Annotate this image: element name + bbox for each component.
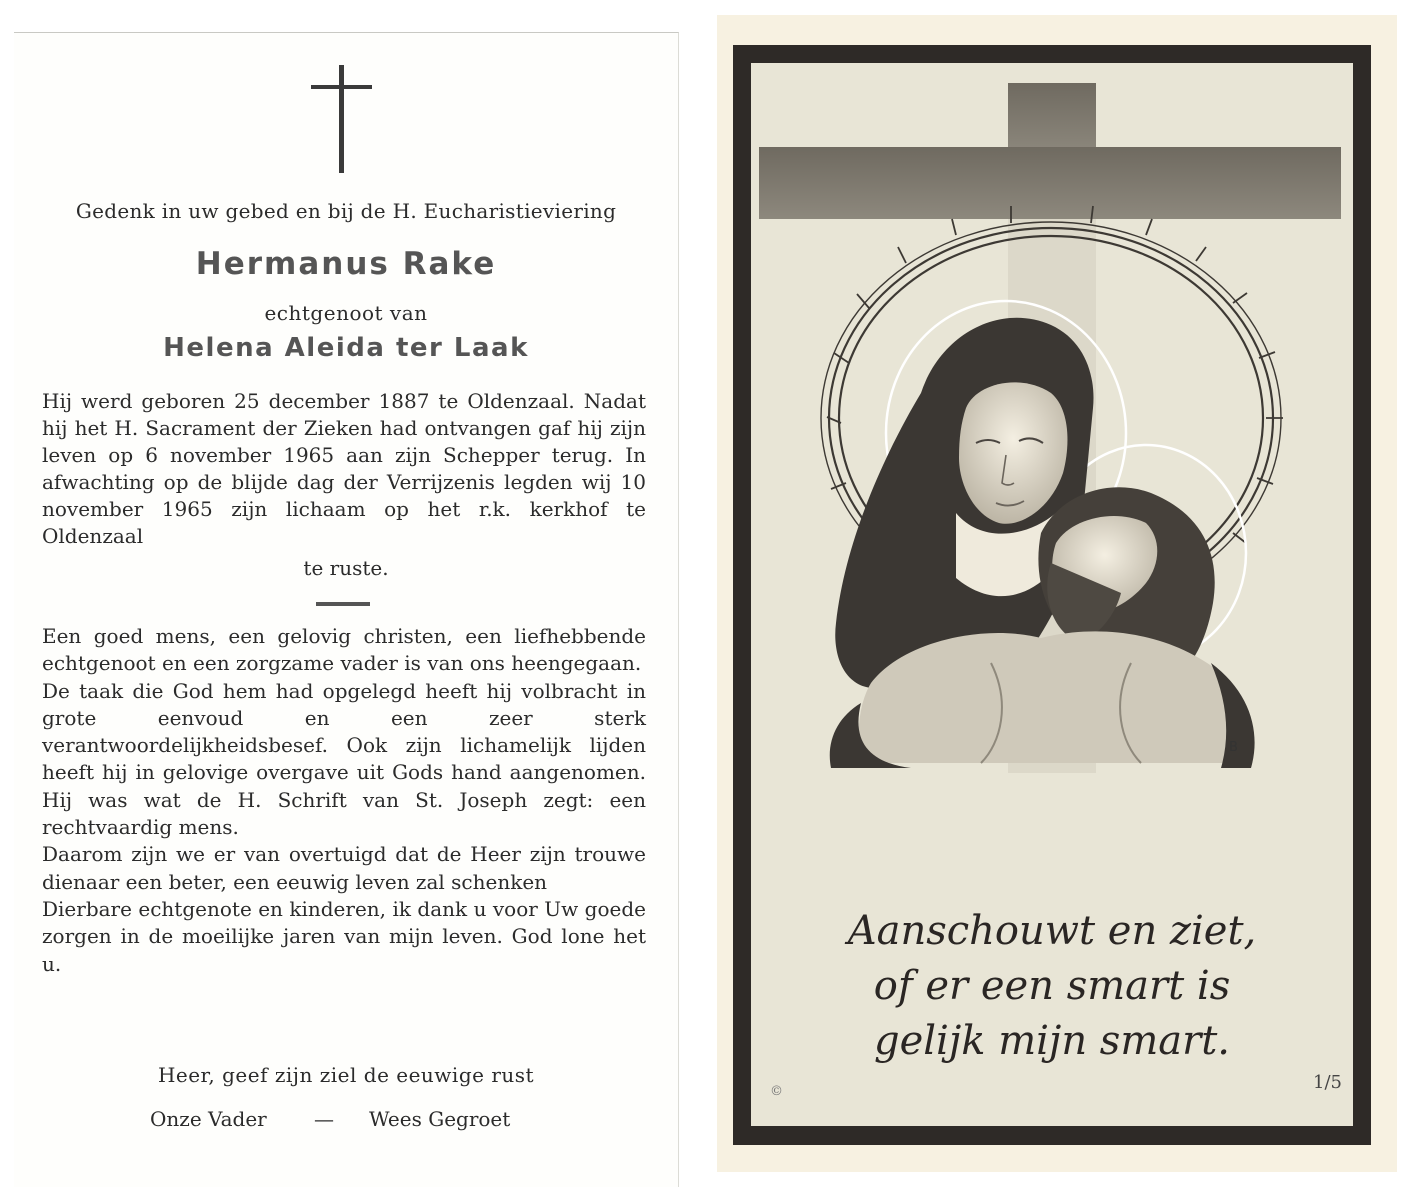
artist-mark: B <box>1229 740 1238 755</box>
caption-line: gelijk mijn smart. <box>873 1018 1231 1064</box>
cross-icon-bar <box>311 85 372 89</box>
caption-line: of er een smart is <box>873 963 1231 1009</box>
prayers-row <box>14 1107 678 1137</box>
prayer-separator: — <box>314 1107 334 1131</box>
caption-line: Aanschouwt en ziet, <box>847 908 1257 954</box>
closing-prayer: Heer, geef zijn ziel de eeuwige rust <box>157 1063 535 1087</box>
biography-last-line: te ruste. <box>303 556 389 580</box>
section-divider <box>316 602 370 606</box>
tribute-paragraph: De taak die God hem had opgelegd heeft hij volbracht in grote eenvoud en een zeer sterk verantwoordelijkheidsbesef. Ook zijn lichamelijk lijden heeft hij in gelovige overgave uit Gods hand aangenomen. Hij was wat de H. Schrift van St. Joseph zegt: een rechtvaardig mens. <box>42 678 646 840</box>
biography-paragraph: Hij werd geboren 25 december 1887 te Oldenzaal. Nadat hij het H. Sacrament der Zieken had ontvangen gaf hij zijn leven op 6 november 1965 aan zijn Schepper terug. In afwachting op de blijde dag der Verrijzenis legden wij 10 november 1965 zijn lichaam op het r.k. kerkhof te Oldenzaal <box>42 389 646 548</box>
prayer-hail-mary: Wees Gegroet <box>369 1107 511 1131</box>
tribute-paragraph: Een goed mens, een gelovig christen, een liefhebbende echtgenoot en een zorgzame vader is van ons heengegaan. <box>42 624 646 676</box>
edition-number: 1/5 <box>1313 1072 1342 1093</box>
cross-top <box>1008 83 1096 155</box>
spouse-name: Helena Aleida ter Laak <box>163 333 529 363</box>
spouse-relation: echtgenoot van <box>264 301 428 325</box>
tribute-paragraph: Dierbare echtgenote en kinderen, ik dank u voor Uw goede zorgen in de moeilijke jaren van mijn leven. God lone het u. <box>42 896 646 976</box>
cross-horizontal-beam <box>759 147 1341 219</box>
tribute-text <box>42 623 646 978</box>
tribute-paragraph: Daarom zijn we er van overtuigd dat de Heer zijn trouwe dienaar een beter, een eeuwig leven zal schenken <box>42 842 646 894</box>
memorial-card-text-side <box>14 32 679 1187</box>
prayer-our-father: Onze Vader <box>150 1107 267 1131</box>
deceased-name: Hermanus Rake <box>195 246 497 282</box>
cross-icon <box>339 65 344 173</box>
intro-line: Gedenk in uw gebed en bij de H. Eucharistieviering <box>75 199 617 223</box>
copyright-mark: © <box>770 1084 783 1099</box>
